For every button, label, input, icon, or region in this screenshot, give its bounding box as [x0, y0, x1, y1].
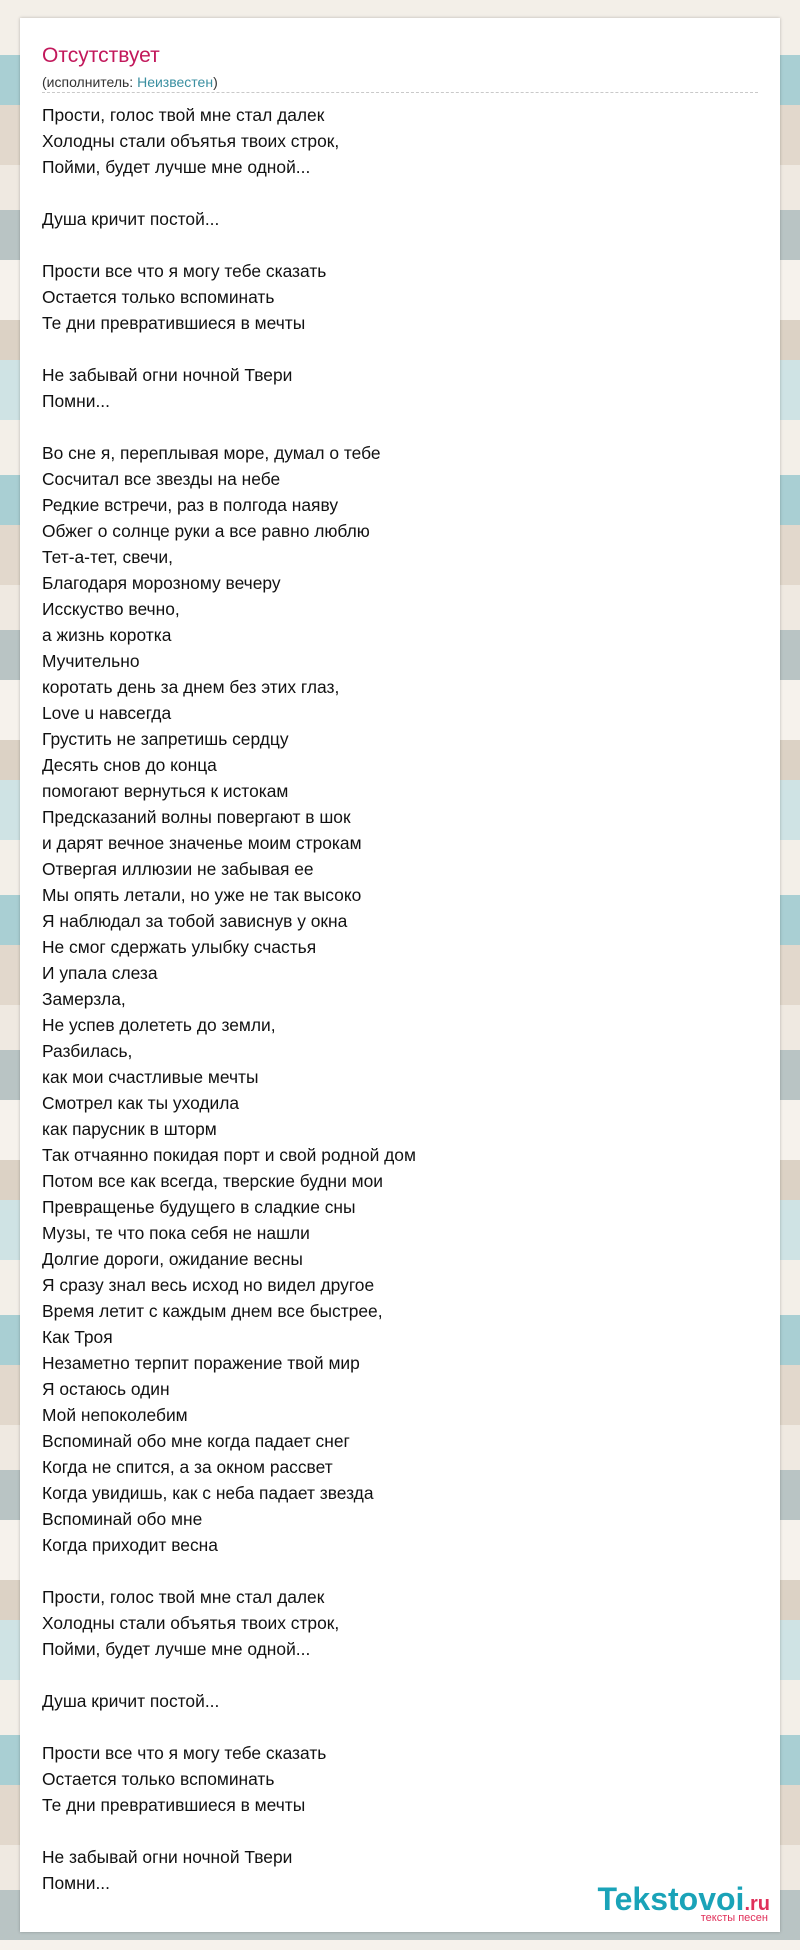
lyric-line: Грустить не запретишь сердцу [42, 729, 289, 749]
lyric-line: Я наблюдал за тобой зависнув у окна [42, 911, 348, 931]
lyric-line: Не забывай огни ночной Твери [42, 365, 293, 385]
lyric-line: Превращенье будущего в сладкие сны [42, 1197, 356, 1217]
lyric-line: Когда увидишь, как с неба падает звезда [42, 1483, 374, 1503]
lyric-line: помогают вернуться к истокам [42, 781, 289, 801]
stanza-gap [42, 414, 416, 440]
lyric-line: Я остаюсь один [42, 1379, 170, 1399]
lyric-line: Десять снов до конца [42, 755, 217, 775]
lyric-line: как мои счастливые мечты [42, 1067, 259, 1087]
lyric-line: Вспоминай обо мне [42, 1509, 203, 1529]
lyric-line: Помни... [42, 1873, 110, 1893]
lyric-line: Музы, те что пока себя не нашли [42, 1223, 310, 1243]
artist-link[interactable]: Неизвестен [137, 74, 214, 90]
lyric-line: Как Троя [42, 1327, 113, 1347]
lyric-line: Пойми, будет лучше мне одной... [42, 1639, 311, 1659]
lyric-line: Прости все что я могу тебе сказать [42, 1743, 327, 1763]
lyric-line: Пойми, будет лучше мне одной... [42, 157, 311, 177]
stanza-gap [42, 336, 416, 362]
lyric-line: Обжег о солнце руки а все равно люблю [42, 521, 370, 541]
lyric-line: Остается только вспоминать [42, 287, 275, 307]
lyric-line: Прости все что я могу тебе сказать [42, 261, 327, 281]
lyric-line: Мы опять летали, но уже не так высоко [42, 885, 362, 905]
performer-line [42, 74, 218, 90]
lyric-line: как парусник в шторм [42, 1119, 217, 1139]
lyric-line: Смотрел как ты уходила [42, 1093, 240, 1113]
lyric-line: Love u навсегда [42, 703, 172, 723]
lyric-line: Те дни превратившиеся в мечты [42, 1795, 306, 1815]
lyric-line: Отвергая иллюзии не забывая ее [42, 859, 314, 879]
lyric-line: Так отчаянно покидая порт и свой родной дом [42, 1145, 416, 1165]
lyric-line: Холодны стали объятья твоих строк, [42, 1613, 340, 1633]
lyric-line: и дарят вечное значенье моим строкам [42, 833, 362, 853]
lyric-line: Мучительно [42, 651, 140, 671]
lyric-line: Разбилась, [42, 1041, 133, 1061]
lyric-line: коротать день за днем без этих глаз, [42, 677, 340, 697]
lyric-line: Душа кричит постой... [42, 1691, 220, 1711]
stanza-gap [42, 1714, 416, 1740]
lyric-line: Вспоминай обо мне когда падает снег [42, 1431, 350, 1451]
lyric-line: Остается только вспоминать [42, 1769, 275, 1789]
stanza-gap [42, 232, 416, 258]
logo-tagline: тексты песен [700, 1912, 768, 1924]
logo-tld: .ru [744, 1893, 770, 1915]
lyric-line: Те дни превратившиеся в мечты [42, 313, 306, 333]
stanza-gap [42, 1558, 416, 1584]
lyric-line: Мой непоколебим [42, 1405, 188, 1425]
lyric-line: Сосчитал все звезды на небе [42, 469, 281, 489]
lyric-line: Не успев долететь до земли, [42, 1015, 276, 1035]
lyrics-text [42, 102, 416, 1896]
lyric-line: Когда приходит весна [42, 1535, 218, 1555]
stanza-gap [42, 1818, 416, 1844]
lyric-line: Редкие встречи, раз в полгода наяву [42, 495, 339, 515]
lyric-line: Благодаря морозному вечеру [42, 573, 281, 593]
lyric-line: Не забывай огни ночной Твери [42, 1847, 293, 1867]
lyric-line: Долгие дороги, ожидание весны [42, 1249, 303, 1269]
lyric-line: Время летит с каждым днем все быстрее, [42, 1301, 383, 1321]
lyric-line: а жизнь коротка [42, 625, 172, 645]
lyric-line: Не смог сдержать улыбку счастья [42, 937, 317, 957]
lyric-line: Во сне я, переплывая море, думал о тебе [42, 443, 381, 463]
lyric-line: Душа кричит постой... [42, 209, 220, 229]
lyric-line: И упала слеза [42, 963, 158, 983]
lyric-line: Потом все как всегда, тверские будни мои [42, 1171, 384, 1191]
song-title: Отсутствует [42, 44, 160, 67]
header-divider [42, 92, 758, 93]
lyric-line: Когда не спится, а за окном рассвет [42, 1457, 333, 1477]
lyric-line: Я сразу знал весь исход но видел другое [42, 1275, 375, 1295]
lyric-line: Прости, голос твой мне стал далек [42, 105, 325, 125]
lyric-line: Незаметно терпит поражение твой мир [42, 1353, 360, 1373]
stanza-gap [42, 180, 416, 206]
lyrics-card [20, 18, 780, 1932]
lyric-line: Замерзла, [42, 989, 126, 1009]
lyric-line: Предсказаний волны повергают в шок [42, 807, 351, 827]
lyric-line: Холодны стали объятья твоих строк, [42, 131, 340, 151]
lyric-line: Прости, голос твой мне стал далек [42, 1587, 325, 1607]
lyric-line: Тет-а-тет, свечи, [42, 547, 173, 567]
site-logo[interactable] [597, 1881, 770, 1924]
logo-name: Tekstovoi [597, 1881, 745, 1917]
performer-prefix: (исполнитель: [42, 74, 138, 90]
lyric-line: Помни... [42, 391, 110, 411]
lyric-line: Исскуство вечно, [42, 599, 180, 619]
performer-suffix: ) [213, 74, 218, 90]
stanza-gap [42, 1662, 416, 1688]
